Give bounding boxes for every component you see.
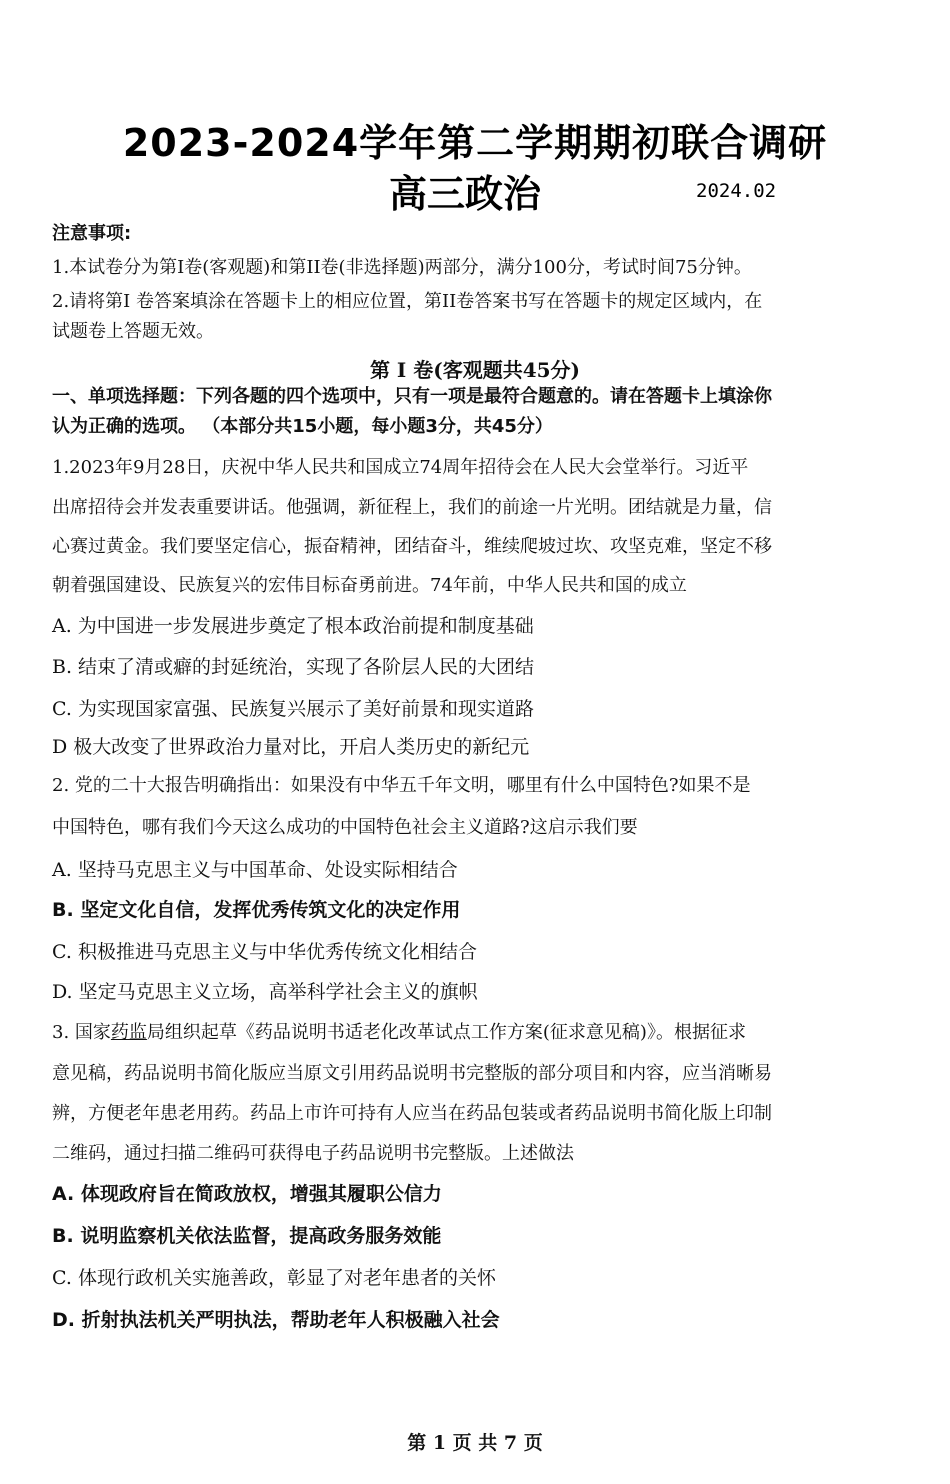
question-3-option-b: B. 说明监察机关依法监督，提高政务服务效能 [52, 1225, 442, 1247]
exam-title: 2023-2024学年第二学期期初联合调研 [122, 121, 828, 165]
question-1-stem: 朝着强国建设、民族复兴的宏伟目标奋勇前进。74年前，中华人民共和国的成立 [52, 575, 687, 596]
note-item: 1.本试卷分为第I卷(客观题)和第II卷(非选择题)两部分，满分100分，考试时间75分钟。 [52, 257, 752, 278]
question-1-option-d: D 极大改变了世界政治力量对比，开启人类历史的新纪元 [52, 736, 530, 758]
question-1-option-a: A. 为中国进一步发展进步奠定了根本政治前提和制度基础 [52, 615, 534, 637]
question-3-stem: 意见稿，药品说明书简化版应当原文引用药品说明书完整版的部分项目和内容，应当消晰易 [52, 1063, 772, 1084]
question-2-stem: 2. 党的二十大报告明确指出：如果没有中华五千年文明，哪里有什么中国特色?如果不是 [52, 775, 751, 796]
question-1-stem: 1.2023年9月28日，庆祝中华人民共和国成立74周年招待会在人民大会堂举行。习近平 [52, 457, 749, 478]
question-3-option-a: A. 体现政府旨在简政放权，增强其履职公信力 [52, 1183, 442, 1205]
question-2-option-c: C. 积极推进马克思主义与中华优秀传统文化相结合 [52, 941, 477, 963]
question-3-option-c: C. 体现行政机关实施善政，彰显了对老年患者的关怀 [52, 1267, 496, 1289]
question-1-stem: 心赛过黄金。我们要坚定信心，振奋精神，团结奋斗，维续爬坡过坎、攻坚克难，坚定不移 [52, 536, 772, 557]
question-2-option-b: B. 坚定文化自信，发挥优秀传筑文化的决定作用 [52, 899, 461, 921]
section-title: 第 I 卷(客观题共45分) [369, 358, 581, 382]
question-1-stem: 出席招待会并发表重要讲话。他强调，新征程上，我们的前途一片光明。团结就是力量，信 [52, 497, 772, 518]
question-2-option-d: D. 坚定马克思主义立场，高举科学社会主义的旗帜 [52, 981, 478, 1003]
notes-heading: 注意事项: [52, 223, 132, 244]
question-3-option-d: D. 折射执法机关严明执法，帮助老年人积极融入社会 [52, 1309, 500, 1331]
note-item: 试题卷上答题无效。 [52, 321, 214, 342]
section-instruction: 认为正确的选项。 （本部分共15小题，每小题3分，共45分） [52, 416, 553, 437]
question-2-option-a: A. 坚持马克思主义与中国革命、处设实际相结合 [52, 859, 458, 881]
question-3-stem: 辨，方便老年患老用药。药品上市许可持有人应当在药品包装或者药品说明书简化版上印制 [52, 1103, 772, 1124]
question-2-stem: 中国特色，哪有我们今天这么成功的中国特色社会主义道路?这启示我们要 [52, 817, 638, 838]
exam-date: 2024.02 [696, 180, 777, 202]
question-3-stem-first [52, 1021, 902, 1045]
exam-subtitle: 高三政治 [388, 172, 541, 216]
question-3-prefix: 3. 国家 [52, 1022, 111, 1043]
question-3-underlined: 药监 [110, 1022, 147, 1043]
question-1-option-b: B. 结束了清或癖的封延统治，实现了各阶层人民的大团结 [52, 656, 535, 678]
note-item: 2.请将第I 卷答案填涂在答题卡上的相应位置，第II卷答案书写在答题卡的规定区域内，在 [52, 291, 763, 312]
section-instruction: 一、单项选择题：下列各题的四个选项中，只有一项是最符合题意的。请在答题卡上填涂你 [52, 386, 772, 407]
page-number: 第 1 页 共 7 页 [407, 1432, 543, 1454]
question-1-option-c: C. 为实现国家富强、民族复兴展示了美好前景和现实道路 [52, 698, 534, 720]
question-3-stem: 二维码，通过扫描二维码可获得电子药品说明书完整版。上述做法 [52, 1143, 574, 1164]
question-3-rest: 局组织起草《药品说明书适老化改革试点工作方案(征求意见稿)》。根据征求 [146, 1022, 746, 1043]
